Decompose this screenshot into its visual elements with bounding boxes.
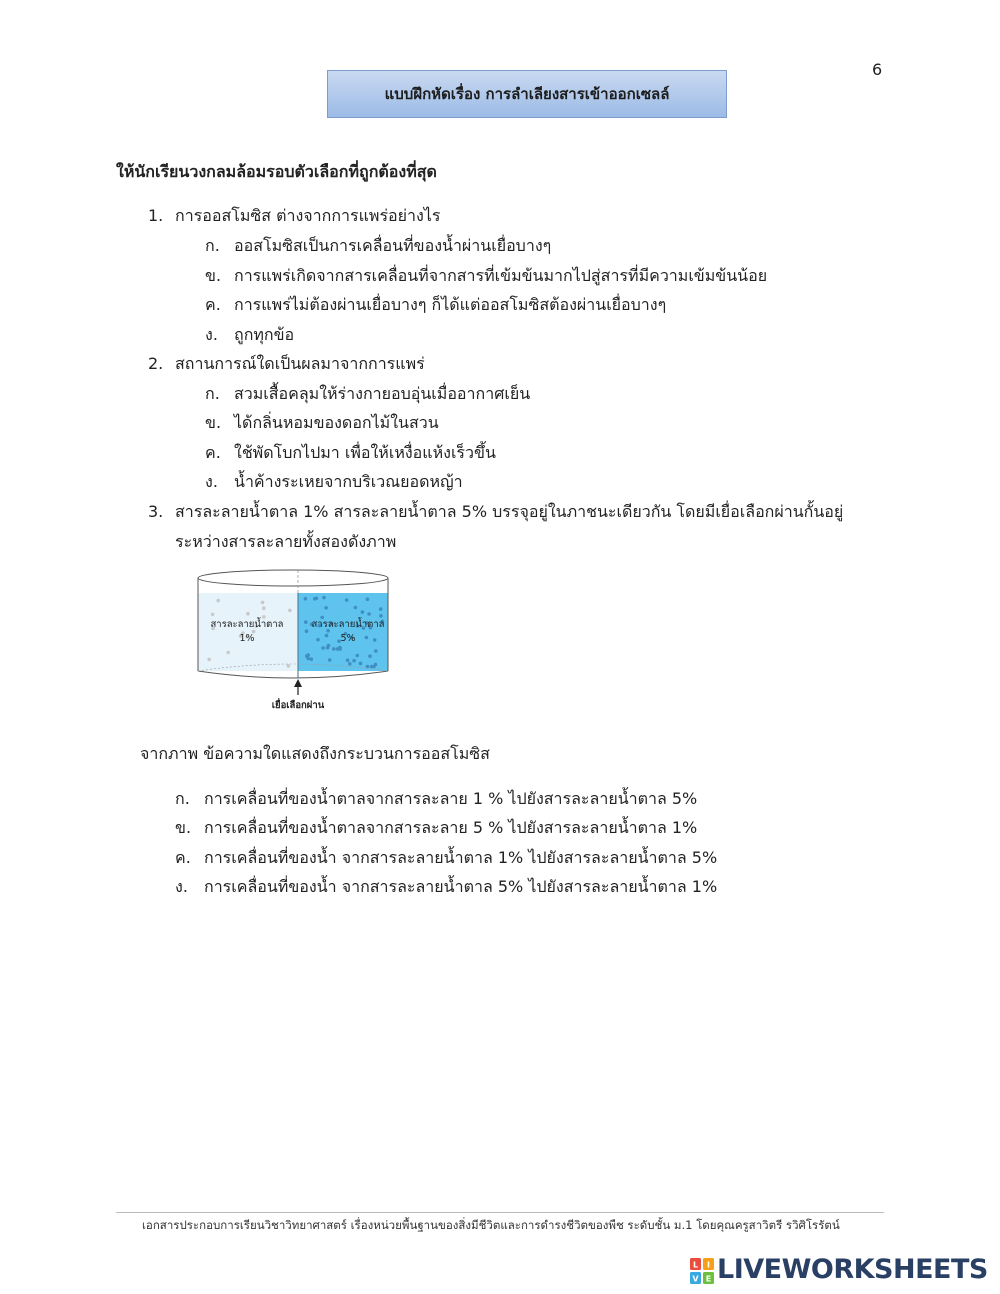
logo-letter: I — [707, 1260, 710, 1270]
solute-particle — [366, 597, 370, 601]
q3-choice-d[interactable] — [175, 875, 717, 899]
left-solution-fill — [198, 593, 298, 671]
question-text-line-2: ระหว่างสารละลายทั้งสองดังภาพ — [175, 532, 397, 551]
choice-text: ออสโมซิสเป็นการเคลื่อนที่ของน้ำผ่านเยื่อบางๆ — [234, 236, 552, 255]
solute-particle — [306, 657, 310, 661]
q1-choice-c[interactable] — [205, 293, 666, 317]
solute-particle — [374, 649, 378, 653]
solute-particle — [352, 659, 356, 663]
choice-text: น้ำค้างระเหยจากบริเวณยอดหญ้า — [234, 472, 463, 491]
solute-particle — [207, 658, 211, 662]
solute-particle — [262, 606, 266, 610]
solute-particle — [332, 647, 336, 651]
solute-particle — [216, 599, 220, 603]
choice-text: การเคลื่อนที่ของน้ำ จากสารละลายน้ำตาล 1% ไปยังสารละลายน้ำตาล 5% — [204, 848, 718, 867]
solute-particle — [324, 606, 328, 610]
q1-choice-d[interactable] — [205, 323, 294, 347]
question-text: การออสโมซิส ต่างจากการแพร่อย่างไร — [175, 206, 441, 225]
osmosis-diagram — [192, 560, 412, 720]
question-number: 2. — [148, 354, 164, 373]
q2-choice-c[interactable] — [205, 441, 496, 465]
liveworksheets-logo-icon — [690, 1258, 714, 1284]
solute-particle — [315, 597, 319, 601]
choice-label: ข. — [175, 818, 192, 837]
footer-divider — [116, 1212, 884, 1213]
choice-text: การเคลื่อนที่ของน้ำตาลจากสารละลาย 1 % ไปยังสารละลายน้ำตาล 5% — [204, 789, 698, 808]
logo-letter: E — [705, 1274, 712, 1284]
solute-particle — [325, 634, 329, 638]
solute-particle — [370, 665, 374, 669]
question-1 — [148, 204, 908, 228]
choice-text: การเคลื่อนที่ของน้ำตาลจากสารละลาย 5 % ไปยังสารละลายน้ำตาล 1% — [204, 818, 698, 837]
solute-particle — [366, 665, 370, 669]
solute-particle — [356, 654, 360, 658]
solute-particle — [261, 601, 265, 605]
solute-particle — [379, 607, 383, 611]
instruction: ให้นักเรียนวงกลมล้อมรอบตัวเลือกที่ถูกต้องที่สุด — [116, 162, 437, 181]
choice-label: ง. — [205, 325, 218, 344]
solute-particle — [354, 606, 358, 610]
solute-particle — [305, 629, 309, 633]
choice-label: ก. — [205, 236, 220, 255]
solute-particle — [246, 612, 250, 616]
left-solution-percent: 1% — [239, 633, 255, 644]
solute-particle — [322, 596, 326, 600]
choice-text: ถูกทุกข้อ — [234, 325, 295, 344]
question-2 — [148, 352, 908, 376]
solute-particle — [304, 597, 308, 601]
solute-particle — [327, 644, 331, 648]
liveworksheets-brand[interactable] — [690, 1254, 988, 1288]
choice-text: สวมเสื้อคลุมให้ร่างกายอบอุ่นเมื่ออากาศเย็น — [234, 384, 531, 403]
solute-particle — [304, 620, 308, 624]
choice-text: การแพร่ไม่ต้องผ่านเยื่อบางๆ ก็ได้แต่ออสโมซิสต้องผ่านเยื่อบางๆ — [234, 295, 667, 314]
container-rim — [198, 570, 388, 586]
solute-particle — [379, 614, 383, 618]
choice-text: ได้กลิ่นหอมของดอกไม้ในสวน — [234, 413, 439, 432]
container-bottom — [198, 671, 388, 678]
solute-particle — [226, 651, 230, 655]
solute-particle — [346, 658, 350, 662]
question-number: 1. — [148, 206, 164, 225]
question-text: สถานการณ์ใดเป็นผลมาจากการแพร่ — [175, 354, 425, 373]
solute-particle — [368, 654, 372, 658]
q3-choice-c[interactable] — [175, 846, 717, 870]
solute-particle — [373, 638, 377, 642]
membrane-arrow-icon — [294, 679, 302, 687]
footer-text: เอกสารประกอบการเรียนวิชาวิทยาศาสตร์ เรื่องหน่วยพื้นฐานของสิ่งมีชีวิตและการดำรงชีวิตของพืช ระดับชั้น ม.1 โดยคุณครูสาวิตรี รวิศิโรรัตน์ — [142, 1218, 840, 1232]
q2-choice-a[interactable] — [205, 382, 530, 406]
q2-choice-b[interactable] — [205, 411, 439, 435]
solute-particle — [367, 612, 371, 616]
membrane-label: เยื่อเลือกผ่าน — [271, 700, 325, 711]
question-3-prompt: จากภาพ ข้อความใดแสดงถึงกระบวนการออสโมซิส — [140, 744, 490, 763]
solute-particle — [288, 609, 292, 613]
choice-label: ก. — [175, 789, 190, 808]
worksheet-title — [327, 70, 727, 118]
solute-particle — [321, 646, 325, 650]
q1-choice-b[interactable] — [205, 264, 767, 288]
worksheet-title-text: แบบฝึกหัดเรื่อง การลำเลียงสารเข้าออกเซลล์ — [384, 85, 670, 103]
solute-particle — [359, 662, 363, 666]
logo-letter: V — [692, 1274, 699, 1284]
q2-choice-d[interactable] — [205, 470, 463, 494]
q3-choice-a[interactable] — [175, 787, 697, 811]
solute-particle — [310, 657, 314, 661]
right-solution-percent: 5% — [340, 633, 356, 644]
q1-choice-a[interactable] — [205, 234, 551, 258]
choice-label: ง. — [175, 877, 188, 896]
question-number: 3. — [148, 502, 164, 521]
logo-letter: L — [692, 1260, 699, 1270]
choice-label: ค. — [205, 295, 221, 314]
choice-text: การแพร่เกิดจากสารเคลื่อนที่จากสารที่เข้มข้นมากไปสู่สารที่มีความเข้มข้นน้อย — [234, 266, 768, 285]
solute-particle — [345, 598, 349, 602]
solute-particle — [211, 613, 215, 617]
choice-label: ก. — [205, 384, 220, 403]
choice-label: ง. — [205, 472, 218, 491]
question-3 — [148, 500, 908, 551]
solute-particle — [365, 636, 369, 640]
question-text-line-1: สารละลายน้ำตาล 1% สารละลายน้ำตาล 5% บรรจุอยู่ในภาชนะเดียวกัน โดยมีเยื่อเลือกผ่านกั้นอยู่ — [175, 502, 844, 521]
right-solution-label: สารละลายน้ำตาล — [311, 619, 385, 630]
solute-particle — [348, 662, 352, 666]
solute-particle — [338, 646, 342, 650]
solute-particle — [316, 638, 320, 642]
liveworksheets-wordmark: LIVEWORKSHEETS — [717, 1254, 988, 1285]
choice-label: ค. — [175, 848, 191, 867]
solute-particle — [287, 664, 291, 668]
choice-text: ใช้พัดโบกไปมา เพื่อให้เหงื่อแห้งเร็วขึ้น — [234, 443, 496, 462]
page-number: 6 — [872, 60, 883, 79]
choice-label: ข. — [205, 266, 222, 285]
q3-choice-b[interactable] — [175, 816, 697, 840]
left-solution-label: สารละลายน้ำตาล — [210, 619, 284, 630]
choice-label: ข. — [205, 413, 222, 432]
choice-label: ค. — [205, 443, 221, 462]
solute-particle — [361, 610, 365, 614]
solute-particle — [328, 658, 332, 662]
choice-text: การเคลื่อนที่ของน้ำ จากสารละลายน้ำตาล 5% ไปยังสารละลายน้ำตาล 1% — [204, 877, 718, 896]
solute-particle — [374, 663, 378, 667]
